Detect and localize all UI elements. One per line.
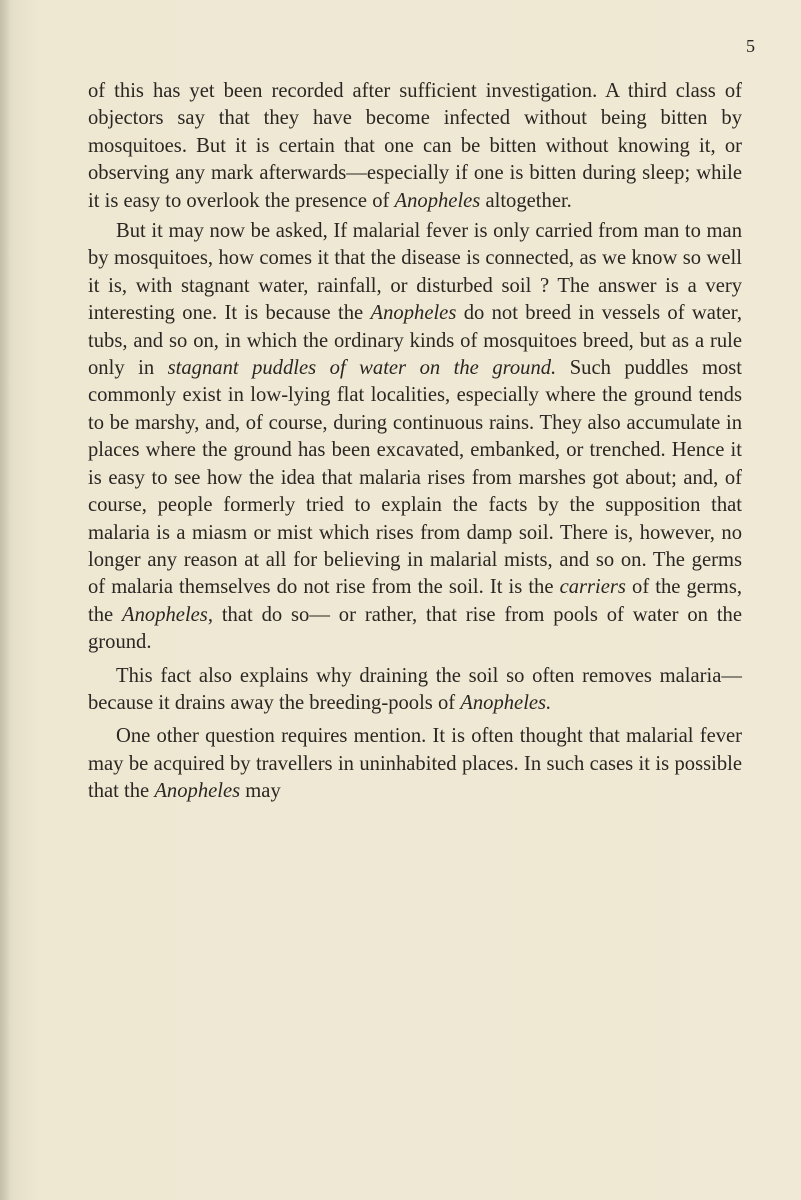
- paragraph: [88, 663, 742, 718]
- paragraph: [88, 218, 742, 657]
- italic-text-run: Anopheles: [370, 302, 457, 325]
- page-gutter-shadow: [0, 0, 10, 1200]
- italic-text-run: Anopheles: [154, 780, 241, 803]
- italic-text-run: carriers: [559, 576, 626, 599]
- text-run: Such puddles most commonly exist in low-lying flat localities, especially where the ground tends to be marshy, and, of course, during continuous rains. They also accumulate in places where the ground has been excavated, embanked, or trenched. Hence it is easy to see how the idea that malaria rises from marshes got about; and, of course, people formerly tried to explain the facts by the supposition that malaria is a miasm or mist which rises from damp soil. There is, however, no longer any reason at all for believing in malarial mists, and so on. The germs of malaria themselves do not rise from the soil. It is the: [88, 357, 742, 599]
- text-run: One other question requires mention. It is often thought that malarial fever may be acquired by travellers in uninhabited places. In such cases it is possible that the: [88, 725, 742, 803]
- page-number: 5: [746, 36, 755, 56]
- text-run: , that do so— or rather, that rise from pools of water on the ground.: [88, 603, 742, 654]
- paragraph: [88, 723, 742, 805]
- text-run: do not breed in vessels of water, tubs, and so on, in which the ordinary kinds of mosquitoes breed, but as a rule only in: [88, 302, 742, 380]
- italic-text-run: Anopheles.: [460, 691, 552, 714]
- text-run: This fact also explains why draining the soil so often removes malaria—because it drains away the breeding-pools of: [88, 664, 742, 714]
- italic-text-run: stagnant puddles of water on the ground.: [167, 357, 557, 380]
- text-run: of the germs, the: [88, 576, 742, 626]
- page-body-text: [88, 78, 742, 806]
- text-run: of this has yet been recorded after sufficient investigation. A third class of objectors say that they have become infected without being bitten by mosquitoes. But it is certain that one can be bitten without knowing it, or observing any mark afterwards—especially if one is bitten during sleep; while it is easy to overlook the presence of: [88, 80, 742, 212]
- text-run: may: [240, 780, 281, 803]
- italic-text-run: Anopheles: [394, 189, 481, 212]
- text-run: But it may now be asked, If malarial fever is only carried from man to man by mosquitoes, how comes it that the disease is connected, as we know so well it is, with stagnant water, rainfall, or disturbed soil ? The answer is a very interesting one. It is because the: [88, 220, 742, 325]
- paragraph: [88, 78, 742, 215]
- italic-text-run: Anopheles: [122, 603, 208, 626]
- text-run: altogether.: [480, 189, 572, 212]
